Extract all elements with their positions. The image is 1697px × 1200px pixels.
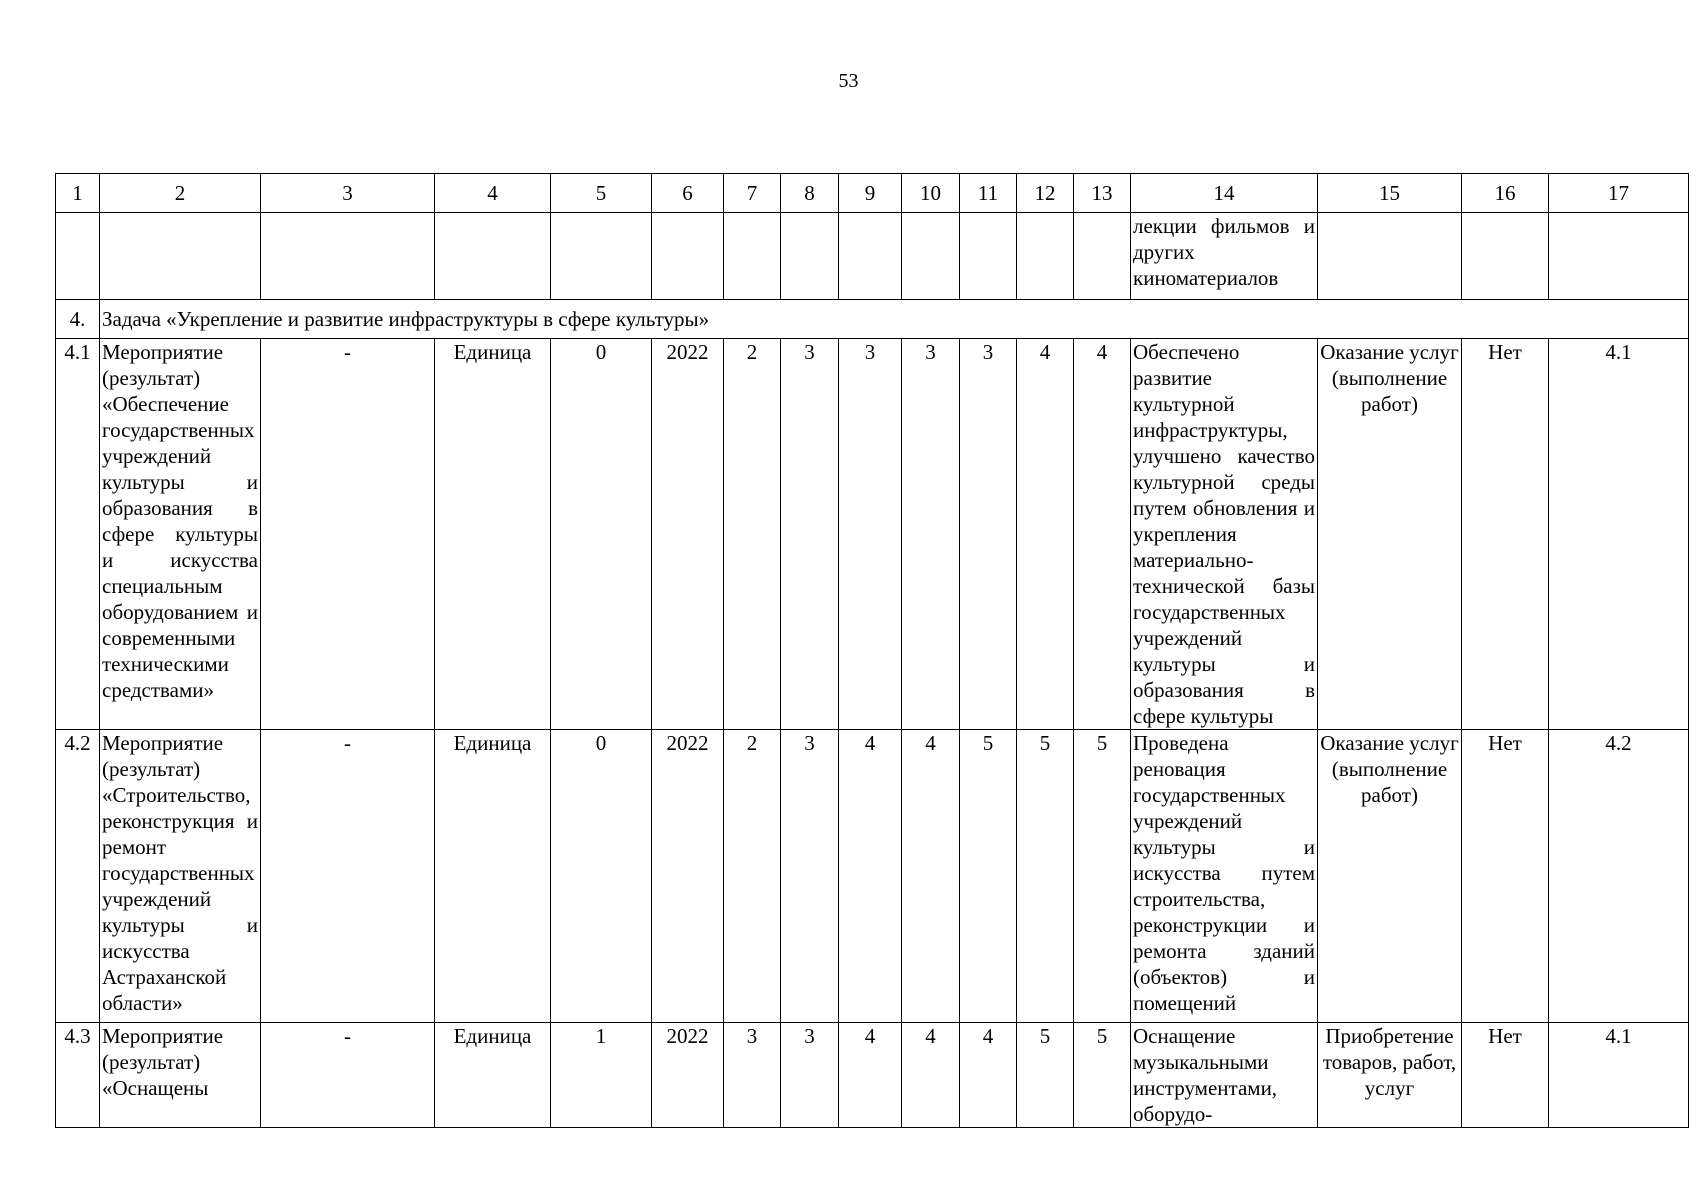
- header-cell: 2: [100, 174, 261, 213]
- header-cell: 3: [261, 174, 435, 213]
- value-cell: 4: [839, 730, 902, 1023]
- value-cell: 2: [724, 730, 781, 1023]
- header-cell: 17: [1549, 174, 1689, 213]
- unit-cell: Единица: [435, 339, 551, 730]
- continuation-result: лекции фильмов и других киноматериалов: [1131, 213, 1318, 300]
- value-cell: 3: [724, 1023, 781, 1128]
- header-cell: 11: [960, 174, 1017, 213]
- value-cell: 2: [724, 339, 781, 730]
- base-year: 2022: [652, 1023, 724, 1128]
- cell-dash: -: [261, 730, 435, 1023]
- task-title: Задача «Укрепление и развитие инфраструктуры в сфере культуры»: [100, 300, 1689, 339]
- value-cell: 4: [1074, 339, 1131, 730]
- header-cell: 16: [1462, 174, 1549, 213]
- link-cell: 4.2: [1549, 730, 1689, 1023]
- header-cell: 14: [1131, 174, 1318, 213]
- header-cell: 8: [781, 174, 839, 213]
- flag-cell: Нет: [1462, 339, 1549, 730]
- task-row: [56, 300, 1689, 339]
- base-year: 2022: [652, 339, 724, 730]
- page-number: 53: [838, 70, 859, 92]
- header-cell: 5: [551, 174, 652, 213]
- cell-dash: -: [261, 339, 435, 730]
- table-row: [56, 1023, 1689, 1128]
- value-cell: 3: [902, 339, 960, 730]
- unit-cell: Единица: [435, 730, 551, 1023]
- value-cell: 5: [1017, 730, 1074, 1023]
- header-cell: 12: [1017, 174, 1074, 213]
- value-cell: 4: [1017, 339, 1074, 730]
- link-cell: 4.1: [1549, 339, 1689, 730]
- header-cell: 15: [1318, 174, 1462, 213]
- base-value: 0: [551, 730, 652, 1023]
- value-cell: 3: [781, 339, 839, 730]
- base-value: 1: [551, 1023, 652, 1128]
- header-cell: 7: [724, 174, 781, 213]
- value-cell: 3: [781, 730, 839, 1023]
- value-cell: 4: [902, 1023, 960, 1128]
- value-cell: 5: [1074, 1023, 1131, 1128]
- measure-name: Мероприятие (результат) «Строительство, реконструкция и ремонт государственных учреждений культуры и искусства Астраханской области»: [100, 730, 261, 1023]
- base-value: 0: [551, 339, 652, 730]
- value-cell: 5: [1074, 730, 1131, 1023]
- flag-cell: Нет: [1462, 730, 1549, 1023]
- result-description: Проведена реновация государственных учреждений культуры и искусства путем строительства, реконструкции и ремонта зданий (объектов) и помещений: [1131, 730, 1318, 1023]
- table-row: [56, 730, 1689, 1023]
- value-cell: 3: [960, 339, 1017, 730]
- link-cell: 4.1: [1549, 1023, 1689, 1128]
- header-cell: 1: [56, 174, 100, 213]
- value-cell: 4: [902, 730, 960, 1023]
- measure-name: Мероприятие (результат) «Оснащены: [100, 1023, 261, 1128]
- cell-dash: -: [261, 1023, 435, 1128]
- header-cell: 10: [902, 174, 960, 213]
- unit-cell: Единица: [435, 1023, 551, 1128]
- value-cell: 3: [839, 339, 902, 730]
- value-cell: 3: [781, 1023, 839, 1128]
- task-number: 4.: [56, 300, 100, 339]
- value-cell: 5: [960, 730, 1017, 1023]
- row-number: 4.3: [56, 1023, 100, 1128]
- value-cell: 5: [1017, 1023, 1074, 1128]
- row-number: 4.2: [56, 730, 100, 1023]
- measure-type: Оказание услуг (выполнение работ): [1318, 339, 1462, 730]
- measure-type: Приобретение товаров, работ, услуг: [1318, 1023, 1462, 1128]
- header-cell: 6: [652, 174, 724, 213]
- result-description: Обеспечено развитие культурной инфраструктуры, улучшено качество культурной среды путем обновления и укрепления материально-технической базы государственных учреждений культуры и образования в сфере культуры: [1131, 339, 1318, 730]
- plan-table: [55, 173, 1689, 1128]
- header-row: [56, 174, 1689, 213]
- value-cell: 4: [839, 1023, 902, 1128]
- header-cell: 13: [1074, 174, 1131, 213]
- result-description: Оснащение музыкальными инструментами, оборудо-: [1131, 1023, 1318, 1128]
- header-cell: 9: [839, 174, 902, 213]
- flag-cell: Нет: [1462, 1023, 1549, 1128]
- row-number: 4.1: [56, 339, 100, 730]
- base-year: 2022: [652, 730, 724, 1023]
- value-cell: 4: [960, 1023, 1017, 1128]
- continuation-row: [56, 213, 1689, 300]
- measure-type: Оказание услуг (выполнение работ): [1318, 730, 1462, 1023]
- header-cell: 4: [435, 174, 551, 213]
- measure-name: Мероприятие (результат) «Обеспечение государственных учреждений культуры и образования в сфере культуры и искусства специальным оборудованием и современными техническими средствами»: [100, 339, 261, 730]
- table-row: [56, 339, 1689, 730]
